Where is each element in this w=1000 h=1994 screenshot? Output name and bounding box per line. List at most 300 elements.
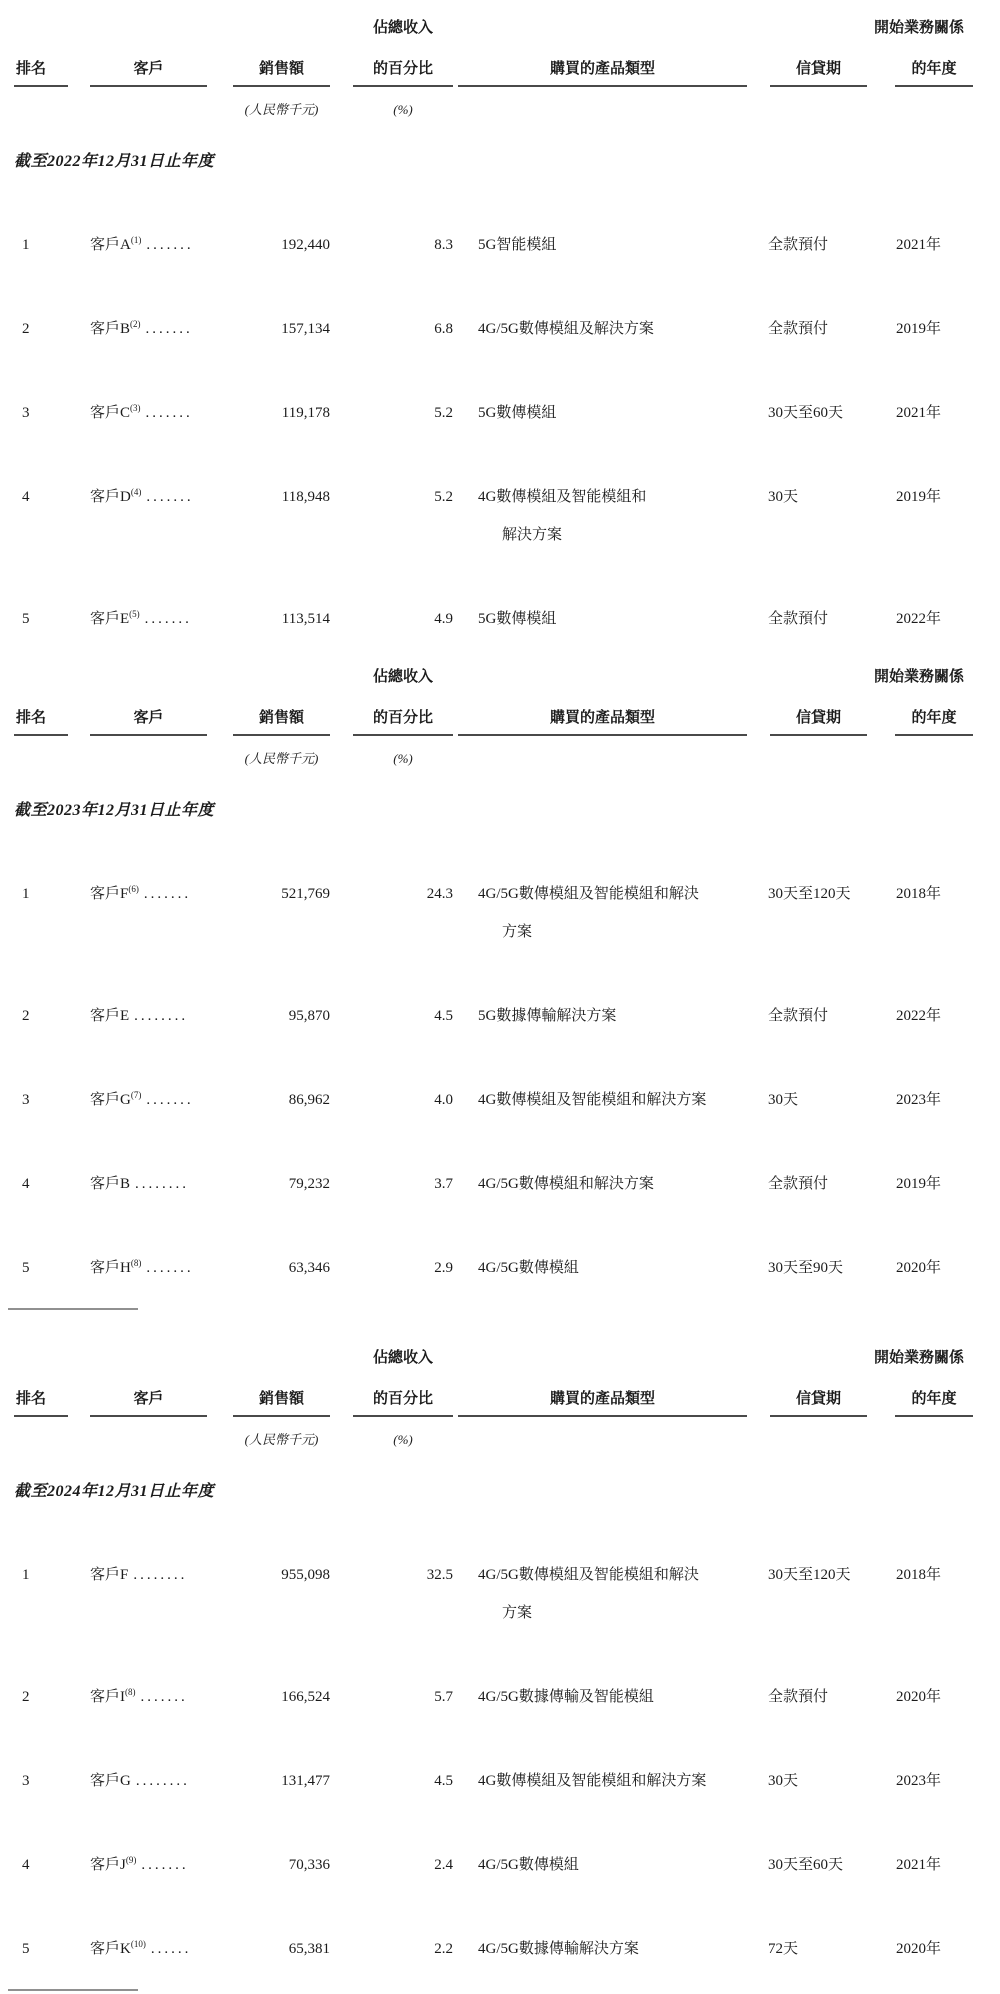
pct-cell — [330, 1791, 453, 1875]
pct-value: 4.5 — [434, 1773, 453, 1789]
sales-cell — [233, 820, 330, 942]
product-type: 5G智能模組 — [478, 237, 557, 253]
column-header-sales: 銷售額 — [233, 1387, 330, 1417]
customer-cell — [90, 339, 233, 423]
customer-name: 客戶B — [90, 321, 131, 337]
year-cell — [866, 1026, 972, 1110]
rank-value: 2 — [22, 1689, 30, 1705]
dot-leader: ...... — [150, 1941, 192, 1957]
customer-cell — [90, 1791, 233, 1875]
year-cell — [866, 942, 972, 1026]
customer-name: 客戶F — [90, 886, 129, 902]
sales-cell — [233, 942, 330, 1026]
customer-cell — [90, 1707, 233, 1791]
pct-unit-label: (%) — [393, 1432, 413, 1447]
credit-cell — [760, 1707, 866, 1791]
customer-cell — [90, 423, 233, 545]
start-year: 2020年 — [896, 1941, 942, 1957]
section-title-row — [14, 767, 972, 820]
column-header-year-line1: 開始業務關係 — [873, 20, 964, 36]
pct-cell — [330, 1026, 453, 1110]
customer-name: 客戶C — [90, 405, 131, 421]
sales-unit-label: (人民幣千元) — [244, 102, 319, 117]
year-cell — [866, 1875, 972, 1959]
table-row — [14, 1110, 972, 1194]
customer-cell — [90, 1110, 233, 1194]
dot-leader: ........ — [135, 1176, 190, 1192]
rank-cell — [14, 423, 90, 545]
credit-cell — [760, 545, 866, 629]
rank-value: 3 — [22, 405, 30, 421]
pct-cell — [330, 942, 453, 1026]
start-year: 2020年 — [896, 1689, 942, 1705]
start-year: 2019年 — [896, 489, 942, 505]
rank-value: 5 — [22, 611, 30, 627]
sales-value: 166,524 — [281, 1689, 330, 1705]
credit-cell — [760, 1194, 866, 1278]
pct-value: 8.3 — [434, 237, 453, 253]
sales-value: 65,381 — [288, 1941, 330, 1957]
credit-period: 全款預付 — [768, 611, 829, 627]
rank-cell — [14, 1501, 90, 1623]
rank-value: 4 — [22, 489, 30, 505]
customer-name: 客戶E — [90, 1008, 130, 1024]
rank-value: 3 — [22, 1773, 30, 1789]
product-type: 4G數傳模組及智能模組和解決方案 — [478, 1773, 707, 1789]
sales-value: 70,336 — [288, 1857, 330, 1873]
table-row — [14, 1623, 972, 1707]
product-cell — [453, 545, 760, 629]
product-type-line2: 解決方案 — [502, 527, 563, 543]
sales-cell — [233, 545, 330, 629]
table-row — [14, 1026, 972, 1110]
section-title-row — [14, 1448, 972, 1501]
rank-cell — [14, 820, 90, 942]
rank-cell — [14, 1026, 90, 1110]
credit-period: 30天 — [768, 1773, 799, 1789]
dot-leader: ........ — [135, 1773, 190, 1789]
sales-cell — [233, 1875, 330, 1959]
product-type: 4G/5G數傳模組及解決方案 — [478, 321, 654, 337]
sales-cell — [233, 171, 330, 255]
credit-period: 全款預付 — [768, 237, 829, 253]
product-type: 4G/5G數傳模組和解決方案 — [478, 1176, 654, 1192]
rank-value: 1 — [22, 886, 30, 902]
rank-value: 2 — [22, 1008, 30, 1024]
sales-cell — [233, 255, 330, 339]
sales-cell — [233, 1194, 330, 1278]
product-type: 5G數傳模組 — [478, 405, 557, 421]
year-cell — [866, 255, 972, 339]
rank-cell — [14, 1194, 90, 1278]
pct-cell — [330, 1707, 453, 1791]
sales-value: 192,440 — [281, 237, 330, 253]
customer-cell — [90, 1194, 233, 1278]
sales-cell — [233, 423, 330, 545]
pct-value: 6.8 — [434, 321, 453, 337]
header-main-row — [14, 1381, 972, 1417]
pct-value: 5.2 — [434, 489, 453, 505]
pct-value: 5.2 — [434, 405, 453, 421]
footnote-divider — [8, 1308, 138, 1310]
column-header-sales: 銷售額 — [233, 706, 330, 736]
customer-footnote-sup: (8) — [130, 1258, 142, 1268]
table-row — [14, 1501, 972, 1623]
product-cell — [453, 1875, 760, 1959]
sales-cell — [233, 1707, 330, 1791]
product-type: 4G/5G數傳模組及智能模組和解決 — [478, 1567, 699, 1583]
column-header-pct-line1: 佔總收入 — [372, 20, 433, 36]
customer-name: 客戶G — [90, 1773, 131, 1789]
customer-footnote-sup: (7) — [130, 1090, 142, 1100]
start-year: 2018年 — [896, 1567, 942, 1583]
sales-cell — [233, 1791, 330, 1875]
rank-value: 3 — [22, 1092, 30, 1108]
column-header-pct-line2: 的百分比 — [353, 57, 453, 87]
product-type-line2: 方案 — [502, 1605, 533, 1621]
customer-cell — [90, 1026, 233, 1110]
product-type: 4G/5G數傳模組 — [478, 1260, 579, 1276]
table-row — [14, 820, 972, 942]
pct-value: 3.7 — [434, 1176, 453, 1192]
dot-leader: ....... — [146, 1092, 194, 1108]
sales-value: 118,948 — [281, 489, 330, 505]
rank-cell — [14, 339, 90, 423]
credit-period: 全款預付 — [768, 321, 829, 337]
start-year: 2019年 — [896, 321, 942, 337]
rank-cell — [14, 1707, 90, 1791]
sales-value: 95,870 — [288, 1008, 330, 1024]
dot-leader: ....... — [141, 1857, 189, 1873]
dot-leader: ....... — [143, 886, 192, 902]
sales-value: 86,962 — [288, 1092, 330, 1108]
pct-value: 4.5 — [434, 1008, 453, 1024]
start-year: 2023年 — [896, 1092, 942, 1108]
year-cell — [866, 171, 972, 255]
column-header-year-line1: 開始業務關係 — [873, 1350, 964, 1366]
pct-value: 2.2 — [434, 1941, 453, 1957]
rank-cell — [14, 1623, 90, 1707]
header-caption-row — [14, 655, 972, 700]
column-header-rank: 排名 — [14, 1387, 68, 1417]
credit-period: 全款預付 — [768, 1008, 829, 1024]
credit-period: 30天 — [768, 489, 799, 505]
dot-leader: ........ — [133, 1567, 188, 1583]
rank-value: 5 — [22, 1260, 30, 1276]
column-header-pct-line2: 的百分比 — [353, 1387, 453, 1417]
section-title-row — [14, 118, 972, 171]
header-units-row — [14, 736, 972, 767]
credit-cell — [760, 1875, 866, 1959]
column-header-rank: 排名 — [14, 57, 68, 87]
table-row — [14, 171, 972, 255]
dot-leader: ....... — [146, 237, 194, 253]
start-year: 2020年 — [896, 1260, 942, 1276]
column-header-year-line1: 開始業務關係 — [873, 669, 964, 685]
product-cell — [453, 1501, 760, 1623]
header-main-row — [14, 700, 972, 736]
rank-cell — [14, 1875, 90, 1959]
rank-value: 1 — [22, 1567, 30, 1583]
credit-cell — [760, 820, 866, 942]
rank-cell — [14, 942, 90, 1026]
dot-leader: ....... — [145, 321, 193, 337]
column-header-pct-line1: 佔總收入 — [372, 1350, 433, 1366]
product-cell — [453, 1791, 760, 1875]
product-cell — [453, 1623, 760, 1707]
credit-cell — [760, 339, 866, 423]
table-row — [14, 255, 972, 339]
customer-footnote-sup: (9) — [125, 1855, 137, 1865]
column-header-credit: 信貸期 — [770, 57, 867, 87]
product-cell — [453, 339, 760, 423]
customer-footnote-sup: (6) — [128, 884, 139, 894]
column-header-pct-line2: 的百分比 — [353, 706, 453, 736]
pct-value: 32.5 — [426, 1567, 453, 1583]
customer-name: 客戶G — [90, 1092, 131, 1108]
customer-footnote-sup: (2) — [130, 319, 141, 329]
section-title: 截至2022年12月31日止年度 — [14, 153, 215, 170]
customer-cell — [90, 1875, 233, 1959]
customer-name: 客戶I — [90, 1689, 125, 1705]
rank-value: 5 — [22, 1941, 30, 1957]
customer-name: 客戶J — [90, 1857, 126, 1873]
customer-cell — [90, 255, 233, 339]
start-year: 2019年 — [896, 1176, 942, 1192]
start-year: 2021年 — [896, 405, 942, 421]
start-year: 2021年 — [896, 1857, 942, 1873]
rank-value: 1 — [22, 237, 30, 253]
product-type-line2: 方案 — [502, 924, 533, 940]
pct-cell — [330, 171, 453, 255]
column-header-year-line2: 的年度 — [895, 706, 973, 736]
header-main-row — [14, 51, 972, 87]
sales-unit-label: (人民幣千元) — [244, 751, 319, 766]
rank-value: 4 — [22, 1857, 30, 1873]
customer-name: 客戶E — [90, 611, 130, 627]
credit-cell — [760, 423, 866, 545]
column-header-year-line2: 的年度 — [895, 57, 973, 87]
column-header-year-line2: 的年度 — [895, 1387, 973, 1417]
pct-cell — [330, 423, 453, 545]
column-header-sales: 銷售額 — [233, 57, 330, 87]
pct-cell — [330, 339, 453, 423]
rank-value: 2 — [22, 321, 30, 337]
customer-footnote-sup: (10) — [130, 1939, 146, 1949]
customer-name: 客戶K — [90, 1941, 131, 1957]
rank-cell — [14, 1110, 90, 1194]
credit-period: 30天 — [768, 1092, 799, 1108]
column-header-customer: 客戶 — [90, 706, 207, 736]
pct-unit-label: (%) — [393, 751, 413, 766]
credit-period: 30天至90天 — [768, 1260, 844, 1276]
customer-cell — [90, 942, 233, 1026]
sales-cell — [233, 1110, 330, 1194]
customer-cell — [90, 820, 233, 942]
customer-name: 客戶B — [90, 1176, 131, 1192]
dot-leader: ....... — [145, 405, 193, 421]
header-caption-row — [14, 6, 972, 51]
dot-leader: ....... — [146, 489, 194, 505]
customer-cell — [90, 1623, 233, 1707]
customer-name: 客戶A — [90, 237, 131, 253]
sales-value: 79,232 — [288, 1176, 330, 1192]
customer-footnote-sup: (5) — [129, 609, 140, 619]
column-header-credit: 信貸期 — [770, 1387, 867, 1417]
pct-cell — [330, 1501, 453, 1623]
column-header-customer: 客戶 — [90, 1387, 207, 1417]
header-units-row — [14, 1417, 972, 1448]
product-type: 4G數傳模組及智能模組和 — [478, 489, 647, 505]
product-type: 4G數傳模組及智能模組和解決方案 — [478, 1092, 707, 1108]
customer-footnote-sup: (8) — [125, 1687, 136, 1697]
product-type: 4G/5G數傳模組及智能模組和解決 — [478, 886, 699, 902]
credit-cell — [760, 1623, 866, 1707]
credit-cell — [760, 255, 866, 339]
sales-value: 157,134 — [281, 321, 330, 337]
sales-value: 131,477 — [281, 1773, 330, 1789]
table-row — [14, 545, 972, 629]
credit-cell — [760, 1501, 866, 1623]
header-units-row — [14, 87, 972, 118]
rank-cell — [14, 171, 90, 255]
column-header-product: 購買的產品類型 — [458, 57, 747, 87]
sales-cell — [233, 339, 330, 423]
sales-value: 955,098 — [281, 1567, 330, 1583]
year-cell — [866, 1501, 972, 1623]
column-header-product: 購買的產品類型 — [458, 1387, 747, 1417]
year-cell — [866, 1623, 972, 1707]
sales-value: 113,514 — [281, 611, 330, 627]
table-row — [14, 1875, 972, 1959]
product-cell — [453, 1194, 760, 1278]
column-header-rank: 排名 — [14, 706, 68, 736]
year-section — [0, 1336, 1000, 1991]
pct-cell — [330, 820, 453, 942]
credit-period: 30天至120天 — [768, 886, 851, 902]
product-cell — [453, 942, 760, 1026]
pct-value: 2.9 — [434, 1260, 453, 1276]
top-customers-table — [14, 1336, 972, 1959]
column-header-pct-line1: 佔總收入 — [372, 669, 433, 685]
start-year: 2018年 — [896, 886, 942, 902]
credit-cell — [760, 1110, 866, 1194]
start-year: 2022年 — [896, 611, 942, 627]
credit-cell — [760, 1026, 866, 1110]
sales-cell — [233, 1026, 330, 1110]
header-caption-row — [14, 1336, 972, 1381]
start-year: 2021年 — [896, 237, 942, 253]
credit-period: 全款預付 — [768, 1176, 829, 1192]
top-customers-table — [14, 6, 972, 629]
rank-value: 4 — [22, 1176, 30, 1192]
year-cell — [866, 1707, 972, 1791]
customer-name: 客戶D — [90, 489, 131, 505]
year-cell — [866, 545, 972, 629]
column-header-customer: 客戶 — [90, 57, 207, 87]
rank-cell — [14, 545, 90, 629]
credit-period: 30天至60天 — [768, 405, 844, 421]
customer-footnote-sup: (4) — [130, 487, 142, 497]
section-title: 截至2024年12月31日止年度 — [14, 1483, 215, 1500]
pct-cell — [330, 1875, 453, 1959]
dot-leader: ....... — [144, 611, 192, 627]
product-cell — [453, 1110, 760, 1194]
year-cell — [866, 1110, 972, 1194]
table-row — [14, 1194, 972, 1278]
customer-name: 客戶H — [90, 1260, 131, 1276]
pct-value: 2.4 — [434, 1857, 453, 1873]
sales-value: 119,178 — [281, 405, 330, 421]
credit-cell — [760, 171, 866, 255]
product-cell — [453, 820, 760, 942]
start-year: 2023年 — [896, 1773, 942, 1789]
product-type: 4G/5G數傳模組 — [478, 1857, 579, 1873]
credit-period: 30天至120天 — [768, 1567, 851, 1583]
sales-cell — [233, 1501, 330, 1623]
dot-leader: ....... — [146, 1260, 194, 1276]
product-cell — [453, 1026, 760, 1110]
dot-leader: ........ — [134, 1008, 189, 1024]
footnote-divider — [8, 1989, 138, 1991]
customer-footnote-sup: (1) — [130, 235, 142, 245]
pct-cell — [330, 255, 453, 339]
year-section — [0, 6, 1000, 629]
table-row — [14, 339, 972, 423]
column-header-product: 購買的產品類型 — [458, 706, 747, 736]
customer-cell — [90, 545, 233, 629]
pct-value: 4.0 — [434, 1092, 453, 1108]
product-type: 5G數傳模組 — [478, 611, 557, 627]
table-row — [14, 1707, 972, 1791]
table-row — [14, 1791, 972, 1875]
pct-cell — [330, 1110, 453, 1194]
product-type: 4G/5G數據傳輸解決方案 — [478, 1941, 639, 1957]
sales-value: 521,769 — [281, 886, 330, 902]
credit-period: 30天至60天 — [768, 1857, 844, 1873]
rank-cell — [14, 1791, 90, 1875]
year-cell — [866, 1194, 972, 1278]
customer-footnote-sup: (3) — [130, 403, 141, 413]
sales-unit-label: (人民幣千元) — [244, 1432, 319, 1447]
credit-cell — [760, 1791, 866, 1875]
product-type: 4G/5G數據傳輸及智能模組 — [478, 1689, 654, 1705]
product-type: 5G數據傳輸解決方案 — [478, 1008, 617, 1024]
pct-value: 24.3 — [426, 886, 453, 902]
customer-cell — [90, 171, 233, 255]
top-customers-table — [14, 655, 972, 1278]
table-row — [14, 423, 972, 545]
pct-unit-label: (%) — [393, 102, 413, 117]
product-cell — [453, 171, 760, 255]
credit-period: 72天 — [768, 1941, 799, 1957]
product-cell — [453, 255, 760, 339]
pct-value: 5.7 — [434, 1689, 453, 1705]
credit-cell — [760, 942, 866, 1026]
pct-cell — [330, 1623, 453, 1707]
customer-cell — [90, 1501, 233, 1623]
year-cell — [866, 423, 972, 545]
product-cell — [453, 423, 760, 545]
pct-cell — [330, 1194, 453, 1278]
sales-value: 63,346 — [288, 1260, 330, 1276]
table-row — [14, 942, 972, 1026]
sales-cell — [233, 1623, 330, 1707]
customer-name: 客戶F — [90, 1567, 129, 1583]
dot-leader: ....... — [140, 1689, 188, 1705]
year-section — [0, 655, 1000, 1310]
column-header-credit: 信貸期 — [770, 706, 867, 736]
